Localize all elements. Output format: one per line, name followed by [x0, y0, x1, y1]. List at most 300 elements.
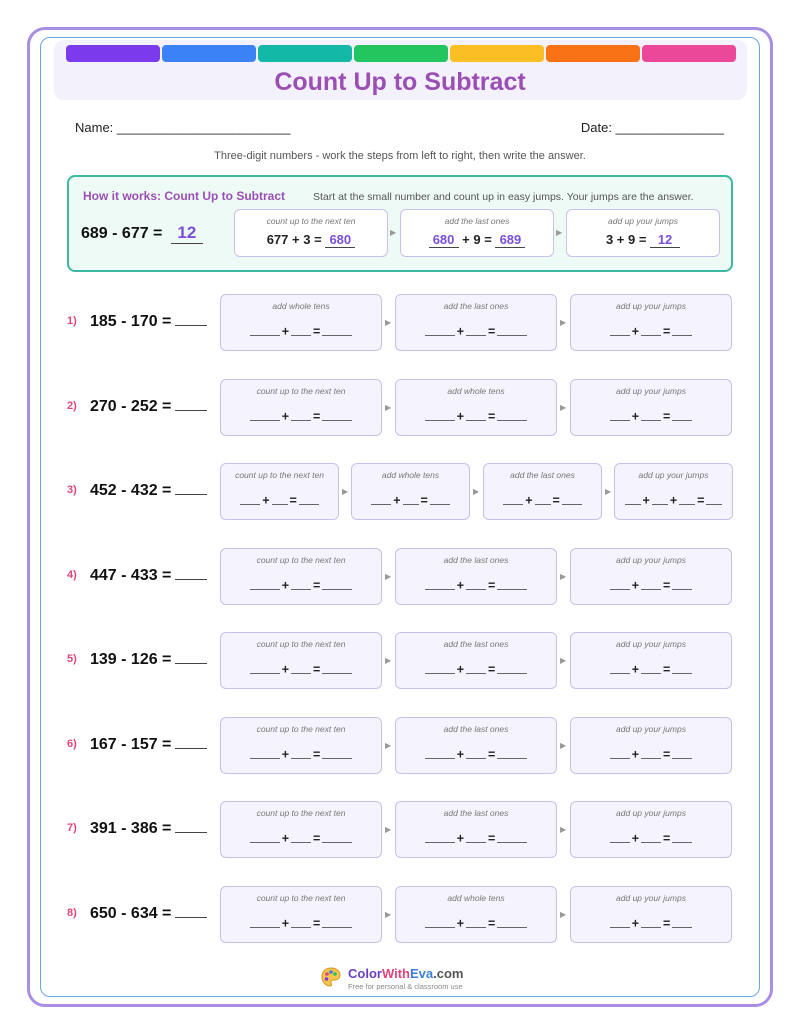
fill-in-blank[interactable] [641, 746, 661, 759]
example-heading: How it works: Count Up to Subtract [83, 189, 285, 203]
problem-number: 1) [67, 315, 77, 327]
brand-part: With [381, 966, 410, 981]
step-box [570, 548, 732, 605]
problem-row [67, 716, 747, 776]
color-strip-segment [354, 45, 448, 62]
operator: + [456, 324, 464, 339]
step-box [220, 717, 382, 774]
fill-in-blank[interactable] [497, 746, 527, 759]
brand-part: Color [348, 966, 382, 981]
step-box [570, 379, 732, 436]
step-expression [615, 492, 732, 508]
fill-in-blank[interactable] [299, 492, 319, 505]
equation-text: 452 - 432 = [90, 482, 172, 499]
step-expression [221, 915, 381, 931]
step-expression [571, 915, 731, 931]
color-strip-segment [258, 45, 352, 62]
operator: + [281, 747, 289, 762]
equation-text: 167 - 157 = [90, 736, 172, 753]
operator: = [552, 493, 560, 508]
brand-part: .com [433, 966, 464, 981]
fill-in-blank[interactable] [652, 492, 668, 505]
fill-in-blank[interactable] [610, 577, 630, 590]
step-operation: + 3 = [292, 232, 322, 247]
fill-in-blank[interactable] [291, 830, 311, 843]
palette-icon [320, 966, 342, 988]
fill-in-blank[interactable] [272, 492, 288, 505]
problem-row [67, 378, 747, 438]
fill-in-blank[interactable] [610, 408, 630, 421]
fill-in-blank[interactable] [466, 408, 486, 421]
problem-row [67, 547, 747, 607]
fill-in-blank[interactable] [672, 577, 692, 590]
fill-in-blank[interactable] [430, 492, 450, 505]
answer-blank[interactable] [175, 481, 207, 495]
fill-in-blank[interactable] [250, 661, 280, 674]
fill-in-blank[interactable] [641, 577, 661, 590]
fill-in-blank[interactable] [641, 830, 661, 843]
step-label: count up to the next ten [256, 639, 346, 649]
operator: = [663, 831, 671, 846]
operator: + [281, 916, 289, 931]
problem-equation [90, 397, 207, 416]
step-label: add the last ones [443, 724, 509, 734]
fill-in-blank[interactable] [641, 661, 661, 674]
operator: + [456, 747, 464, 762]
answer-blank[interactable] [175, 566, 207, 580]
step-label: add whole tens [447, 386, 505, 396]
step-result: 689 [495, 232, 525, 248]
operator: + [456, 578, 464, 593]
arrow-right-icon: ▶ [560, 910, 567, 919]
operator: + [281, 662, 289, 677]
operator: + [631, 747, 639, 762]
operator: = [663, 578, 671, 593]
problem-number: 7) [67, 822, 77, 834]
fill-in-blank[interactable] [641, 323, 661, 336]
fill-in-blank[interactable] [672, 661, 692, 674]
step-label: add whole tens [381, 470, 440, 480]
step-box [614, 463, 733, 520]
example-step-2 [400, 209, 554, 257]
step-box [570, 717, 732, 774]
operator: = [488, 916, 496, 931]
arrow-right-icon: ▶ [556, 228, 563, 237]
step-operation: + 9 = [462, 232, 492, 247]
fill-in-blank[interactable] [250, 323, 280, 336]
step-box [220, 801, 382, 858]
operator: + [393, 493, 401, 508]
step-box [351, 463, 470, 520]
step-expression [352, 492, 469, 508]
step-expression [396, 746, 556, 762]
fill-in-blank[interactable] [291, 577, 311, 590]
problem-number: 4) [67, 569, 77, 581]
fill-in-blank[interactable] [641, 408, 661, 421]
problem-number: 3) [67, 484, 77, 496]
step-label: count up to the next ten [256, 386, 346, 396]
step-expression [396, 577, 556, 593]
equation-text: 391 - 386 = [90, 820, 172, 837]
arrow-right-icon: ▶ [385, 910, 392, 919]
step-label: add up your jumps [616, 555, 686, 565]
step-label: add whole tens [272, 301, 330, 311]
arrow-right-icon: ▶ [385, 318, 392, 327]
step-box [395, 379, 557, 436]
operator: + [631, 662, 639, 677]
operator: + [669, 493, 678, 508]
step-label: add up your jumps [638, 470, 709, 480]
fill-in-blank[interactable] [497, 408, 527, 421]
answer-blank[interactable] [175, 650, 207, 664]
problem-row [67, 800, 747, 860]
step-box [483, 463, 602, 520]
step-box [570, 294, 732, 351]
fill-in-blank[interactable] [403, 492, 419, 505]
step-label: add the last ones [443, 301, 509, 311]
problem-equation [90, 650, 207, 669]
fill-in-blank[interactable] [371, 492, 391, 505]
fill-in-blank[interactable] [322, 323, 352, 336]
fill-in-blank[interactable] [291, 661, 311, 674]
answer-blank[interactable] [175, 312, 207, 326]
equation-text: 139 - 126 = [90, 651, 172, 668]
fill-in-blank[interactable] [250, 408, 280, 421]
step-label: add up your jumps [616, 724, 686, 734]
operator: + [456, 409, 464, 424]
step-expression [221, 408, 381, 424]
fill-in-blank[interactable] [466, 323, 486, 336]
fill-in-blank[interactable] [466, 830, 486, 843]
example-equation: 689 - 677 = [81, 225, 163, 242]
arrow-right-icon: ▶ [560, 656, 567, 665]
fill-in-blank[interactable] [322, 915, 352, 928]
arrow-right-icon: ▶ [560, 572, 567, 581]
fill-in-blank[interactable] [466, 661, 486, 674]
step-expression [221, 492, 338, 508]
step-expression [571, 830, 731, 846]
operator: + [631, 578, 639, 593]
problem-equation [90, 735, 207, 754]
problem-row [67, 631, 747, 691]
step-box [395, 717, 557, 774]
operator: = [488, 578, 496, 593]
step-expression [571, 661, 731, 677]
fill-in-blank[interactable] [425, 577, 455, 590]
arrow-right-icon: ▶ [342, 487, 349, 496]
operator: + [631, 409, 639, 424]
step-expression [396, 915, 556, 931]
problem-row [67, 885, 747, 945]
step-label: add the last ones [443, 808, 509, 818]
footer-tagline: Free for personal & classroom use [348, 982, 463, 991]
step-box [220, 379, 382, 436]
fill-in-blank[interactable] [706, 492, 722, 505]
fill-in-blank[interactable] [250, 830, 280, 843]
arrow-right-icon: ▶ [385, 741, 392, 750]
step-box [570, 886, 732, 943]
step-box [395, 801, 557, 858]
fill-in-blank[interactable] [625, 492, 641, 505]
date-field[interactable]: Date: _______________ [580, 120, 724, 135]
arrow-right-icon: ▶ [605, 487, 612, 496]
fill-in-blank[interactable] [322, 577, 352, 590]
operator: + [281, 578, 289, 593]
step-expression [567, 232, 719, 248]
operator: + [642, 493, 650, 508]
fill-in-blank[interactable] [466, 746, 486, 759]
step-box [570, 632, 732, 689]
answer-blank[interactable] [175, 819, 207, 833]
step-label: add whole tens [447, 893, 505, 903]
fill-in-blank[interactable] [425, 408, 455, 421]
page-title: Count Up to Subtract [274, 68, 526, 96]
step-label: add up your jumps [616, 808, 686, 818]
arrow-right-icon: ▶ [385, 572, 392, 581]
fill-in-blank[interactable] [425, 323, 455, 336]
fill-in-blank[interactable] [240, 492, 260, 505]
problem-equation [90, 312, 207, 331]
operator: = [663, 324, 671, 339]
step-label: add the last ones [444, 216, 510, 226]
fill-in-blank[interactable] [672, 746, 692, 759]
step-result: 680 [325, 232, 355, 248]
step-label: add up your jumps [616, 893, 686, 903]
fill-in-blank[interactable] [250, 746, 280, 759]
step-label: add the last ones [443, 639, 509, 649]
footer-brand [348, 966, 463, 981]
operator: = [289, 493, 297, 508]
step-label: count up to the next ten [256, 555, 346, 565]
fill-in-blank[interactable] [425, 746, 455, 759]
step-label: add the last ones [443, 555, 509, 565]
step-box [220, 294, 382, 351]
fill-in-blank[interactable] [535, 492, 551, 505]
example-step-3 [566, 209, 720, 257]
step-expression [396, 661, 556, 677]
fill-in-blank[interactable] [250, 577, 280, 590]
fill-in-blank[interactable] [610, 323, 630, 336]
fill-in-blank[interactable] [503, 492, 523, 505]
step-expression [396, 323, 556, 339]
arrow-right-icon: ▶ [560, 741, 567, 750]
operator: = [313, 409, 321, 424]
fill-in-blank[interactable] [322, 408, 352, 421]
operator: + [281, 324, 289, 339]
fill-in-blank[interactable] [672, 830, 692, 843]
problem-number: 2) [67, 400, 77, 412]
step-label: add up your jumps [616, 639, 686, 649]
problem-equation [90, 904, 207, 923]
instructions: Three-digit numbers - work the steps from left to right, then write the answer. [214, 150, 586, 162]
step-box [570, 801, 732, 858]
operator: + [525, 493, 533, 508]
fill-in-blank[interactable] [672, 915, 692, 928]
fill-in-blank[interactable] [250, 915, 280, 928]
fill-in-blank[interactable] [497, 830, 527, 843]
problem-row [67, 293, 747, 353]
arrow-right-icon: ▶ [473, 487, 480, 496]
step-label: count up to the next ten [235, 470, 324, 480]
problem-equation [90, 566, 207, 585]
operator: = [488, 831, 496, 846]
equation-text: 447 - 433 = [90, 567, 172, 584]
equation-text: 270 - 252 = [90, 398, 172, 415]
operator: = [313, 662, 321, 677]
step-expression [571, 408, 731, 424]
step-box [220, 886, 382, 943]
operator: = [663, 747, 671, 762]
example-step-1 [234, 209, 388, 257]
step-expression [396, 408, 556, 424]
step-expression [396, 830, 556, 846]
fill-in-blank[interactable] [497, 915, 527, 928]
fill-in-blank[interactable] [466, 577, 486, 590]
fill-in-blank[interactable] [610, 915, 630, 928]
step-label: add the last ones [510, 470, 575, 480]
fill-in-blank[interactable] [291, 746, 311, 759]
color-strip-segment [66, 45, 160, 62]
operator: = [313, 324, 321, 339]
operator: = [313, 578, 321, 593]
operator: = [420, 493, 428, 508]
fill-in-blank[interactable] [610, 746, 630, 759]
example-problem [81, 223, 203, 244]
example-note: Start at the small number and count up in easy jumps. Your jumps are the answer. [313, 191, 694, 203]
operator: = [663, 409, 671, 424]
arrow-right-icon: ▶ [560, 403, 567, 412]
operator: + [281, 831, 289, 846]
arrow-right-icon: ▶ [385, 825, 392, 834]
arrow-right-icon: ▶ [390, 228, 397, 237]
operator: = [488, 662, 496, 677]
equation-text: 185 - 170 = [90, 313, 172, 330]
fill-in-blank[interactable] [425, 915, 455, 928]
step-box [220, 463, 339, 520]
problem-number: 6) [67, 738, 77, 750]
problem-number: 8) [67, 907, 77, 919]
fill-in-blank[interactable] [466, 915, 486, 928]
arrow-right-icon: ▶ [385, 656, 392, 665]
operator: = [313, 831, 321, 846]
problem-number: 5) [67, 653, 77, 665]
fill-in-blank[interactable] [425, 830, 455, 843]
step-box [220, 632, 382, 689]
fill-in-blank[interactable] [610, 661, 630, 674]
step-label: count up to the next ten [256, 893, 346, 903]
step-expression [571, 746, 731, 762]
fill-in-blank[interactable] [425, 661, 455, 674]
operator: + [631, 916, 639, 931]
step-expression [221, 746, 381, 762]
fill-in-blank[interactable] [497, 577, 527, 590]
fill-in-blank[interactable] [322, 830, 352, 843]
fill-in-blank[interactable] [291, 323, 311, 336]
fill-in-blank[interactable] [322, 661, 352, 674]
arrow-right-icon: ▶ [385, 403, 392, 412]
fill-in-blank[interactable] [679, 492, 695, 505]
problem-equation [90, 481, 207, 500]
operator: + [631, 831, 639, 846]
operator: = [488, 409, 496, 424]
color-strip-segment [642, 45, 736, 62]
brand-part: Eva [410, 966, 434, 981]
step-box [395, 294, 557, 351]
answer-blank[interactable] [175, 735, 207, 749]
equation-text: 650 - 634 = [90, 905, 172, 922]
step-box [395, 886, 557, 943]
step-start-value: 680 [429, 232, 459, 248]
fill-in-blank[interactable] [291, 915, 311, 928]
example-box [67, 175, 733, 272]
operator: + [631, 324, 639, 339]
operator: = [488, 324, 496, 339]
step-expression [235, 232, 387, 248]
operator: = [313, 747, 321, 762]
color-strip-segment [162, 45, 256, 62]
fill-in-blank[interactable] [497, 323, 527, 336]
name-field[interactable]: Name: ________________________ [75, 120, 291, 135]
operator: + [456, 831, 464, 846]
answer-blank[interactable] [175, 904, 207, 918]
operator: + [281, 409, 289, 424]
step-expression [401, 232, 553, 248]
operator: = [663, 916, 671, 931]
fill-in-blank[interactable] [672, 408, 692, 421]
step-expression [221, 661, 381, 677]
step-expression [221, 323, 381, 339]
step-label: count up to the next ten [266, 216, 356, 226]
step-label: add up your jumps [616, 301, 686, 311]
step-start-value: 677 [266, 232, 289, 247]
answer-blank[interactable] [175, 397, 207, 411]
step-label: count up to the next ten [256, 724, 346, 734]
problem-row [67, 462, 747, 522]
fill-in-blank[interactable] [497, 661, 527, 674]
operator: + [262, 493, 270, 508]
operator: = [313, 916, 321, 931]
problem-equation [90, 819, 207, 838]
operator: + [456, 916, 464, 931]
step-label: count up to the next ten [256, 808, 346, 818]
step-expression [484, 492, 601, 508]
fill-in-blank[interactable] [291, 408, 311, 421]
step-label: add up your jumps [608, 216, 678, 226]
operator: + [456, 662, 464, 677]
color-strip-segment [546, 45, 640, 62]
step-expression [221, 830, 381, 846]
rainbow-color-strip [66, 45, 736, 62]
fill-in-blank[interactable] [641, 915, 661, 928]
fill-in-blank[interactable] [672, 323, 692, 336]
fill-in-blank[interactable] [610, 830, 630, 843]
step-label: add up your jumps [616, 386, 686, 396]
step-operation: 3 + 9 = [605, 232, 647, 247]
step-box [220, 548, 382, 605]
step-box [395, 632, 557, 689]
operator: = [488, 747, 496, 762]
operator: = [697, 493, 705, 508]
step-result: 12 [650, 232, 680, 248]
arrow-right-icon: ▶ [560, 318, 567, 327]
step-expression [571, 577, 731, 593]
step-expression [571, 323, 731, 339]
arrow-right-icon: ▶ [560, 825, 567, 834]
fill-in-blank[interactable] [322, 746, 352, 759]
fill-in-blank[interactable] [562, 492, 582, 505]
operator: = [663, 662, 671, 677]
step-box [395, 548, 557, 605]
